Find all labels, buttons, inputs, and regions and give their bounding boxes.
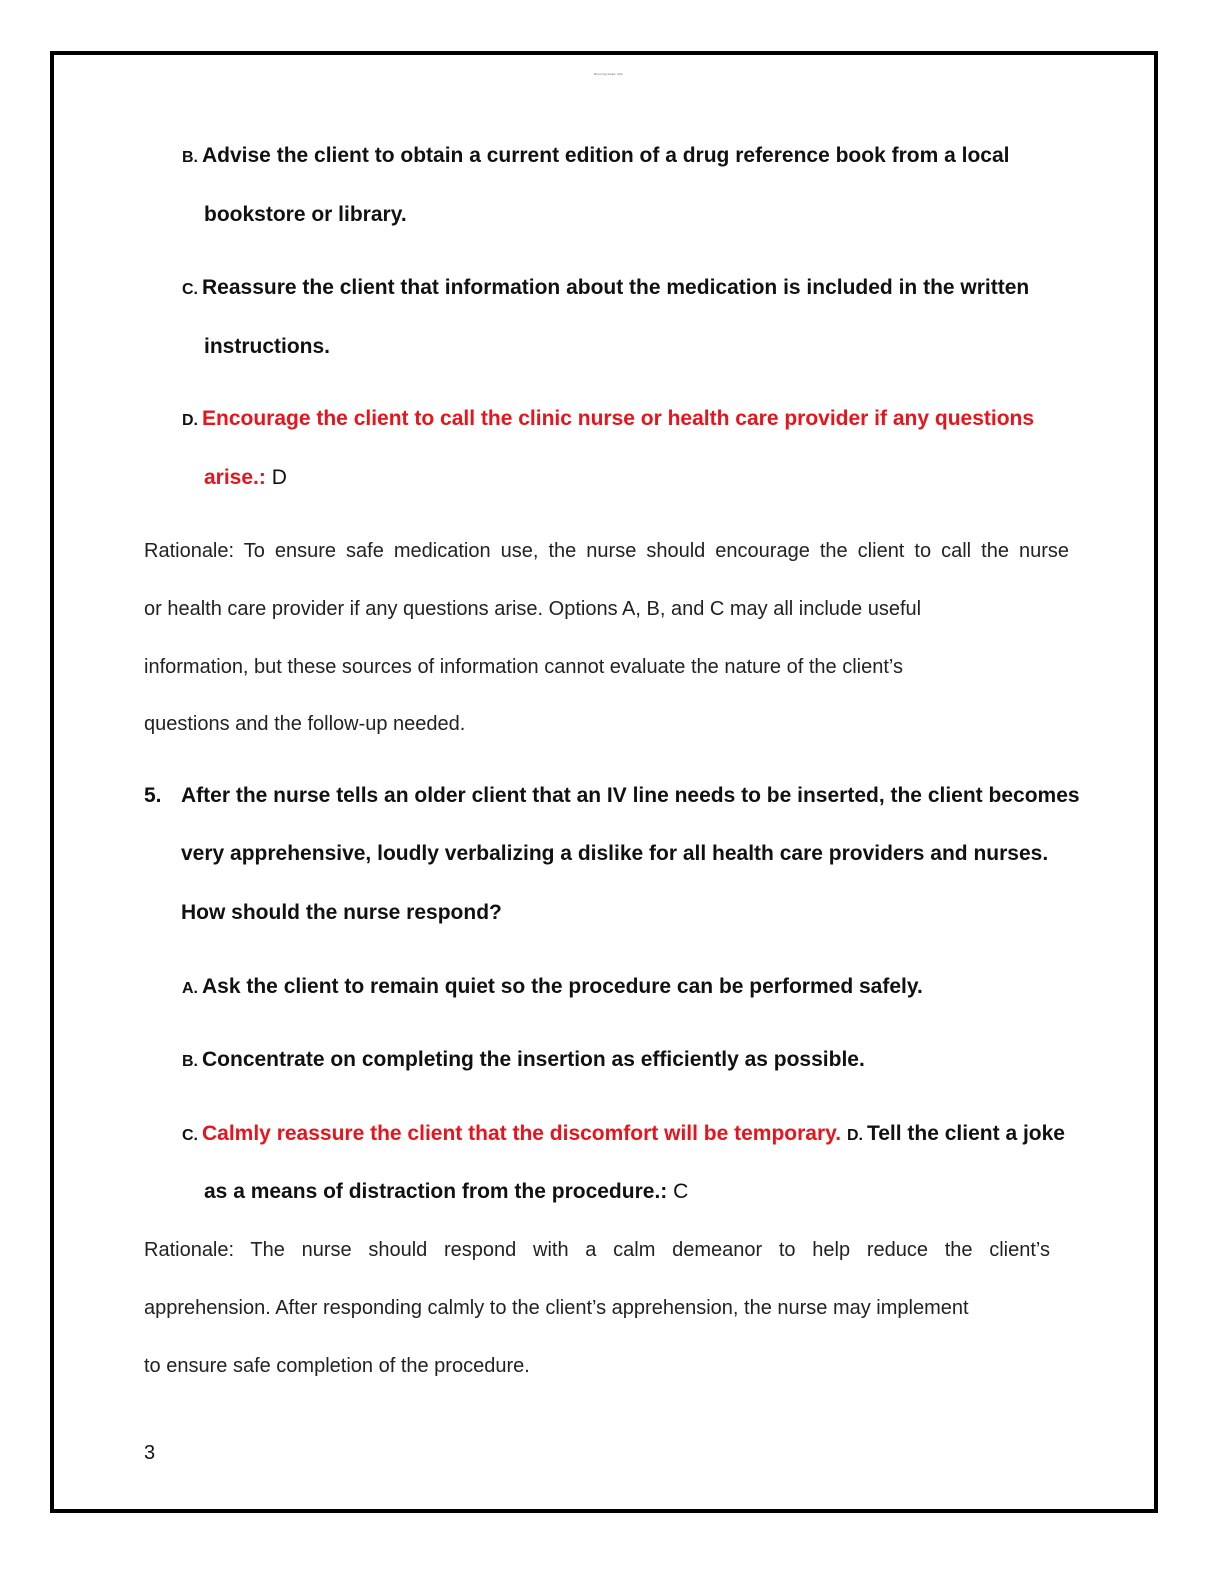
option-text: as a means of distraction from the procedure.: — [204, 1180, 668, 1203]
page-border — [50, 51, 1158, 1513]
option-d-line2 — [204, 1179, 688, 1205]
option-letter: D. — [846, 1127, 863, 1144]
running-header: Running head: title — [594, 72, 623, 76]
option-text: Ask the client to remain quiet so the procedure can be performed safely. — [202, 975, 923, 998]
option-text: Reassure the client that information about the medication is included in the written — [202, 276, 1030, 299]
rationale-line: to ensure safe completion of the procedure. — [144, 1355, 530, 1377]
option-b-line1 — [182, 143, 1009, 171]
option-letter: D. — [182, 412, 198, 429]
answer-key: D — [265, 466, 287, 489]
option-c-line1 — [182, 275, 1029, 303]
rationale-line: questions and the follow-up needed. — [144, 713, 466, 735]
correct-option-text: arise.: — [204, 466, 266, 489]
rationale-line: apprehension. After responding calmly to the client’s apprehension, the nurse may implement — [144, 1297, 969, 1319]
question-stem-line: After the nurse tells an older client that an IV line needs to be inserted, the client becomes — [181, 784, 1080, 807]
question-stem-line: very apprehensive, loudly verbalizing a dislike for all health care providers and nurses. — [181, 842, 1049, 865]
option-b — [182, 1047, 865, 1075]
option-b-line2: bookstore or library. — [204, 203, 407, 226]
correct-option-text: Calmly reassure the client that the discomfort will be temporary. — [202, 1122, 842, 1145]
option-letter: A. — [182, 980, 198, 997]
rationale-line: Rationale: The nurse should respond with a calm demeanor to help reduce the client’s — [144, 1239, 1050, 1261]
option-c-line2: instructions. — [204, 335, 331, 358]
option-text: Concentrate on completing the insertion as efficiently as possible. — [202, 1048, 865, 1071]
option-text: Tell the client a joke — [866, 1122, 1065, 1145]
option-letter: B. — [182, 1053, 198, 1070]
rationale-line: Rationale: To ensure safe medication use, the nurse should encourage the client to call the nurse — [144, 540, 1069, 562]
rationale-line: or health care provider if any questions arise. Options A, B, and C may all include useful — [144, 598, 922, 620]
page-number: 3 — [144, 1442, 156, 1464]
rationale-line: information, but these sources of information cannot evaluate the nature of the client’s — [144, 656, 903, 678]
option-d-line2 — [204, 465, 287, 491]
question-stem-line: How should the nurse respond? — [181, 901, 502, 924]
option-text: Advise the client to obtain a current edition of a drug reference book from a local — [202, 144, 1010, 167]
option-letter: B. — [182, 149, 198, 166]
option-d-line1 — [182, 406, 1034, 434]
question-number: 5. — [144, 784, 162, 807]
answer-key: C — [667, 1180, 689, 1203]
option-letter: C. — [182, 1127, 198, 1144]
correct-option-text: Encourage the client to call the clinic nurse or health care provider if any questions — [202, 407, 1035, 430]
option-c-and-d — [182, 1121, 1065, 1149]
option-a — [182, 974, 923, 1002]
option-letter: C. — [182, 281, 198, 298]
